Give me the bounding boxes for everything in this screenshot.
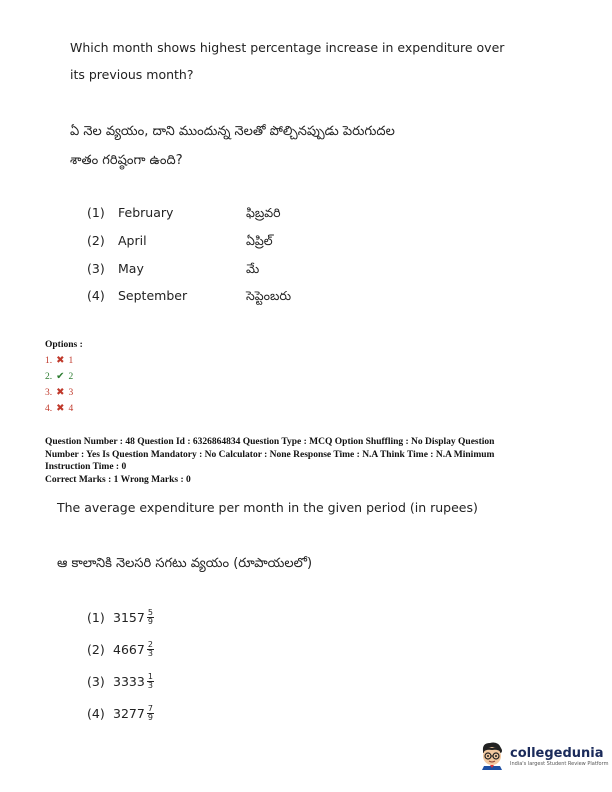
option-number: (3) (87, 674, 105, 689)
answer-option-label: 1. (45, 356, 53, 366)
answer-option-value: 4 (68, 404, 74, 414)
question-1-telugu-line-2: శాతం గరిష్ఠంగా ఉంది? (70, 153, 183, 168)
option-fraction (147, 641, 154, 658)
option-number: (4) (87, 706, 105, 721)
answer-option-value: 3 (68, 388, 74, 398)
option-english: May (118, 261, 144, 276)
question-1-option-4[interactable] (87, 288, 291, 307)
question-1-option-3[interactable] (87, 261, 259, 280)
collegedunia-logo[interactable] (478, 740, 608, 775)
question-2-option-2[interactable] (87, 641, 154, 658)
question-2-option-3[interactable] (87, 673, 154, 690)
option-whole: 4667 (113, 642, 145, 657)
fraction-denominator: 3 (147, 649, 153, 658)
option-number: (2) (87, 233, 105, 248)
question-1-english (70, 34, 504, 88)
answer-option-value: 1 (68, 356, 74, 366)
option-telugu: ఫిబ్రవరి (246, 205, 281, 220)
option-whole: 3157 (113, 610, 145, 625)
answer-option-label: 2. (45, 372, 53, 382)
metadata-line-1: Question Number : 48 Question Id : 6326864834 Question Type : MCQ Option Shuffling : No Display Question (45, 437, 495, 447)
options-block (45, 340, 83, 417)
cross-icon: ✖ (56, 403, 65, 414)
option-english: February (118, 205, 174, 220)
logo-tagline: India's largest Student Review Platform (510, 761, 609, 767)
options-heading: Options : (45, 340, 83, 350)
option-number: (2) (87, 642, 105, 657)
question-1-english-line-2: its previous month? (70, 67, 194, 82)
option-fraction (147, 705, 154, 722)
option-number: (3) (87, 261, 105, 276)
answer-option-value: 2 (68, 372, 74, 382)
option-number: (1) (87, 610, 105, 625)
cross-icon: ✖ (56, 387, 65, 398)
answer-option-1 (45, 353, 83, 369)
question-1-option-1[interactable] (87, 205, 281, 224)
question-2-english: The average expenditure per month in the given period (in rupees) (57, 500, 478, 515)
option-english: April (118, 233, 147, 248)
fraction-numerator: 2 (147, 640, 153, 649)
answer-option-label: 3. (45, 388, 53, 398)
option-fraction (147, 673, 154, 690)
answer-option-2 (45, 369, 83, 385)
fraction-numerator: 5 (147, 608, 153, 617)
option-fraction (147, 609, 154, 626)
option-number: (1) (87, 205, 105, 220)
metadata-line-2: Number : Yes Is Question Mandatory : No Calculator : None Response Time : N.A Think Time : N.A Minimum (45, 449, 495, 460)
option-telugu: సెప్టెంబరు (246, 288, 292, 303)
student-mascot-icon (478, 740, 506, 775)
option-whole: 3333 (113, 674, 145, 689)
question-1-telugu (70, 117, 395, 175)
question-1-telugu-line-1: ఏ నెల వ్యయం, దాని ముందున్న నెలతో పోల్చినప్పుడు పెరుగుదల (70, 124, 395, 139)
question-1-english-line-1: Which month shows highest percentage increase in expenditure over (70, 40, 505, 55)
fraction-denominator: 3 (147, 681, 153, 690)
answer-option-label: 4. (45, 404, 53, 414)
cross-icon: ✖ (56, 355, 65, 366)
question-1-option-2[interactable] (87, 233, 273, 252)
fraction-denominator: 9 (147, 617, 153, 626)
option-whole: 3277 (113, 706, 145, 721)
question-2-telugu: ఆ కాలానికి నెలసరి సగటు వ్యయం (రూపాయలలో) (57, 556, 313, 571)
check-icon: ✔ (56, 371, 65, 382)
logo-name: collegedunia (510, 746, 604, 761)
option-telugu: ఏప్రిల్ (246, 233, 273, 248)
fraction-numerator: 7 (147, 704, 153, 713)
option-number: (4) (87, 288, 105, 303)
question-2-option-4[interactable] (87, 705, 154, 722)
fraction-numerator: 1 (147, 672, 153, 681)
logo-text (510, 747, 608, 768)
question-metadata (45, 436, 575, 486)
option-telugu: మే (246, 261, 260, 276)
question-2-option-1[interactable] (87, 609, 154, 626)
fraction-denominator: 9 (147, 713, 153, 722)
option-english: September (118, 288, 188, 303)
metadata-line-4: Correct Marks : 1 Wrong Marks : 0 (45, 474, 191, 485)
answer-option-4 (45, 401, 83, 417)
metadata-line-3: Instruction Time : 0 (45, 462, 127, 472)
answer-option-3 (45, 385, 83, 401)
